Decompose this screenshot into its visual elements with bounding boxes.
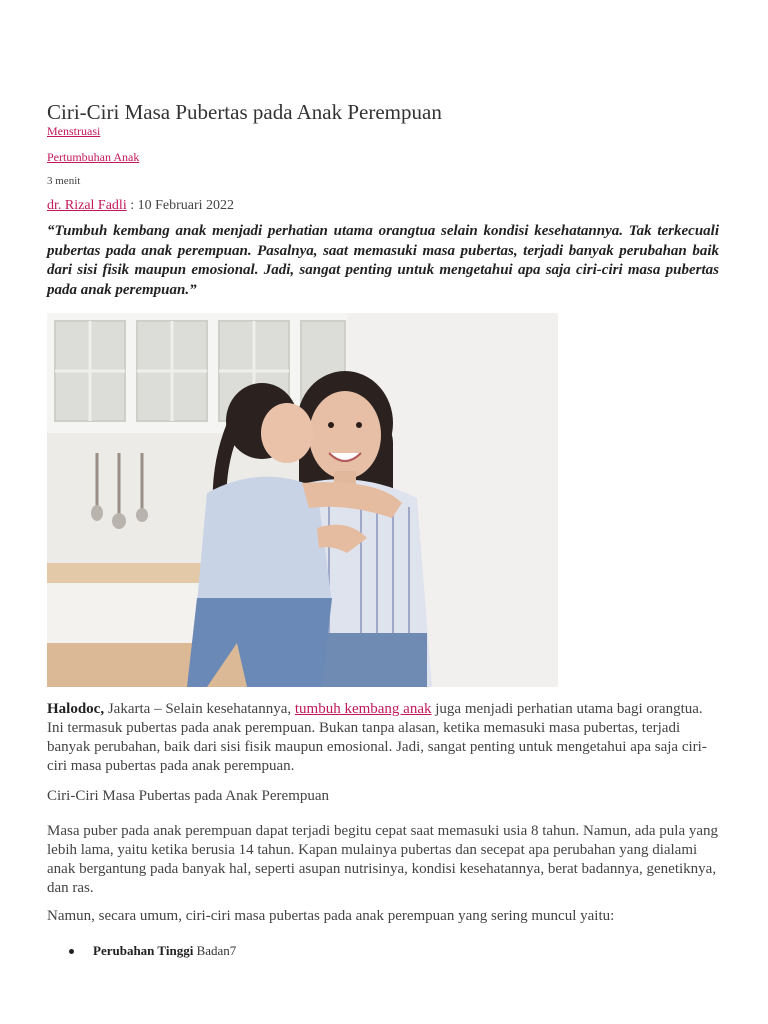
intro-text-1: Jakarta – Selain kesehatannya, xyxy=(104,701,295,717)
author-link[interactable]: dr. Rizal Fadli xyxy=(47,198,127,213)
publish-date: 10 Februari 2022 xyxy=(137,198,235,213)
date-separator: : xyxy=(126,198,138,213)
list-item-text: Badan7 xyxy=(193,943,237,958)
paragraph-2: Masa puber pada anak perempuan dapat terjadi begitu cepat saat memasuki usia 8 tahun. Namun, ada pula yang lebih lama, yaitu ketika berusia 14 tahun. Kapan mulainya pubertas dan secepat apa perubahan yang dialami anak bergantung pada banyak hal, seperti asupan nutrisinya, kondisi kesehatannya, berat badannya, genetiknya, dan ras. xyxy=(47,823,719,896)
tag-menstruasi-link[interactable]: Menstruasi xyxy=(47,124,101,138)
byline xyxy=(47,197,234,215)
bullet-dot-icon xyxy=(69,949,74,954)
section-subheading: Ciri-Ciri Masa Pubertas pada Anak Perempuan xyxy=(47,788,330,804)
intro-text-2: juga menjadi perhatian utama bagi orangtua. Ini termasuk pubertas pada anak perempuan. Bukan tanpa alasan, ketika memasuki masa pubertas, terjadi banyak perubahan, baik dari sisi fisik maupun emosional. Jadi, sangat penting untuk mengetahui apa saja ciri-ciri masa pubertas pada anak perempuan. xyxy=(47,701,707,774)
mother-daughter-photo xyxy=(47,313,558,687)
hero-image xyxy=(47,313,558,687)
brand-name: Halodoc, xyxy=(47,701,105,717)
intro-paragraph xyxy=(47,700,719,776)
paragraph-3: Namun, secara umum, ciri-ciri masa pubertas pada anak perempuan yang sering muncul yaitu: xyxy=(47,908,615,924)
read-time: 3 menit xyxy=(47,175,81,187)
article-title: Ciri-Ciri Masa Pubertas pada Anak Perempuan xyxy=(47,100,442,124)
lead-quote: “Tumbuh kembang anak menjadi perhatian utama orangtua selain kondisi kesehatannya. Tak terkecuali pubertas pada anak perempuan. Pasalnya, saat memasuki masa pubertas, terjadi banyak perubahan baik dari sisi fisik maupun emosional. Jadi, sangat penting untuk mengetahui apa saja ciri-ciri masa pubertas pada anak perempuan.” xyxy=(47,223,719,299)
tumbuh-kembang-anak-link[interactable]: tumbuh kembang anak xyxy=(294,701,432,717)
tag-pertumbuhan-anak-link[interactable]: Pertumbuhan Anak xyxy=(47,150,140,164)
list-item-bold: Perubahan Tinggi xyxy=(93,943,194,958)
list-item xyxy=(69,942,236,960)
